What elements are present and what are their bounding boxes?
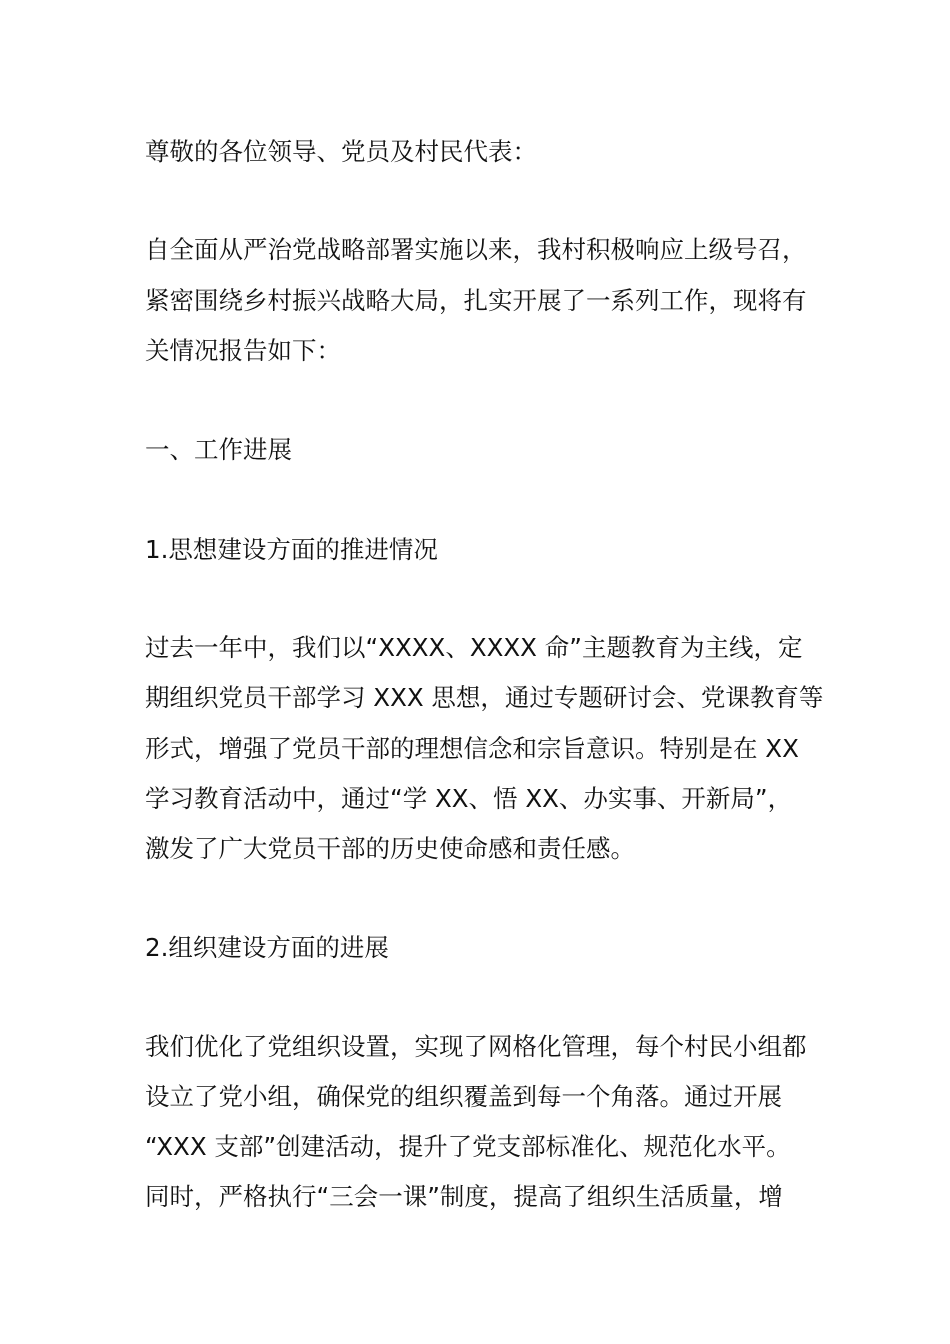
- paragraph-1-line-2: 期组织党员干部学习 XXX 思想，通过专题研讨会、党课教育等: [145, 683, 824, 712]
- subheading-organizational-building: 2.组织建设方面的进展: [145, 933, 389, 962]
- paragraph-1-line-4: 学习教育活动中，通过“学 XX、悟 XX、办实事、开新局”，: [145, 784, 793, 813]
- section-heading-work-progress: 一、工作进展: [145, 435, 292, 464]
- intro-line-3: 关情况报告如下：: [145, 336, 341, 365]
- paragraph-2-line-4: 同时，严格执行“三会一课”制度，提高了组织生活质量，增: [145, 1182, 783, 1211]
- paragraph-2-line-3: “XXX 支部”创建活动，提升了党支部标准化、规范化水平。: [145, 1132, 791, 1161]
- paragraph-2-line-2: 设立了党小组，确保党的组织覆盖到每一个角落。通过开展: [145, 1082, 782, 1111]
- intro-line-2: 紧密围绕乡村振兴战略大局，扎实开展了一系列工作，现将有: [145, 286, 807, 315]
- intro-line-1: 自全面从严治党战略部署实施以来，我村积极响应上级号召，: [145, 235, 807, 264]
- paragraph-1-line-5: 激发了广大党员干部的历史使命感和责任感。: [145, 834, 635, 863]
- subheading-ideological-building: 1.思想建设方面的推进情况: [145, 535, 438, 564]
- paragraph-1-line-3: 形式，增强了党员干部的理想信念和宗旨意识。特别是在 XX: [145, 734, 799, 763]
- paragraph-2-line-1: 我们优化了党组织设置，实现了网格化管理，每个村民小组都: [145, 1032, 807, 1061]
- paragraph-1-line-1: 过去一年中，我们以“XXXX、XXXX 命”主题教育为主线，定: [145, 633, 803, 662]
- salutation: 尊敬的各位领导、党员及村民代表：: [145, 137, 537, 166]
